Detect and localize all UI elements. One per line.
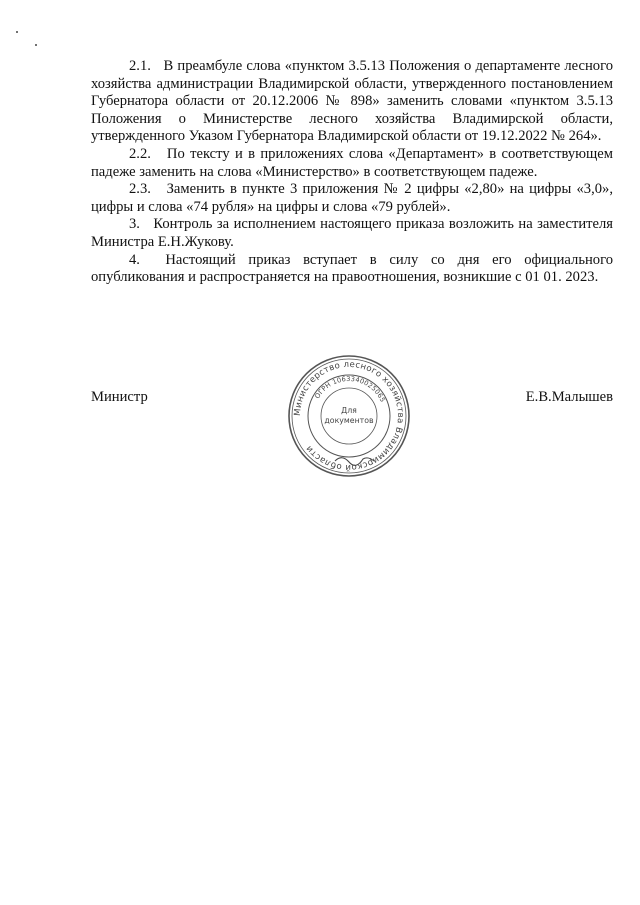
paragraph-4: 4. Настоящий приказ вступает в силу со дня его официального опубликования и распространяется на правоотношения, возникшие с 01 01. 2023. (91, 251, 613, 286)
document-body (91, 58, 613, 287)
seal-ogrn: ОГРН 1063340025065 (313, 374, 387, 404)
paragraph-2-1: 2.1. В преамбуле слова «пунктом 3.5.13 Положения о департаменте лесного хозяйства администрации Владимирской области, утвержденного постановлением Губернатора области от 20.12.2006 № 898» заменить словами «пунктом 3.5.13 Положения о Министерстве лесного хозяйства Владимирской области, утвержденного Указом Губернатора Владимирской области от 19.12.2022 № 264». (91, 58, 613, 145)
svg-text:ОГРН 1063340025065 (313, 375, 387, 404)
paragraph-2-2: 2.2. По тексту и в приложениях слова «Департамент» в соответствующем падеже заменить на слова «Министерство» в соответствующем падеже. (91, 145, 613, 180)
official-seal (286, 353, 412, 479)
paragraph-2-3: 2.3. Заменить в пункте 3 приложения № 2 цифры «2,80» на цифры «3,0», цифры и слова «74 рубля» на цифры и слова «79 рублей». (91, 181, 613, 215)
signature-position: Министр (91, 389, 148, 405)
seal-center-line-2: документов (324, 416, 374, 425)
paragraph-3: 3. Контроль за исполнением настоящего приказа возложить на заместителя Министра Е.Н.Жукову. (91, 216, 613, 250)
scan-speck (16, 31, 18, 33)
seal-outer-text: Министерство лесного хозяйства Владимирской области (292, 359, 406, 473)
scan-speck (35, 44, 37, 46)
signature-name: Е.В.Малышев (525, 389, 613, 405)
seal-center-line-1: Для (341, 406, 357, 415)
